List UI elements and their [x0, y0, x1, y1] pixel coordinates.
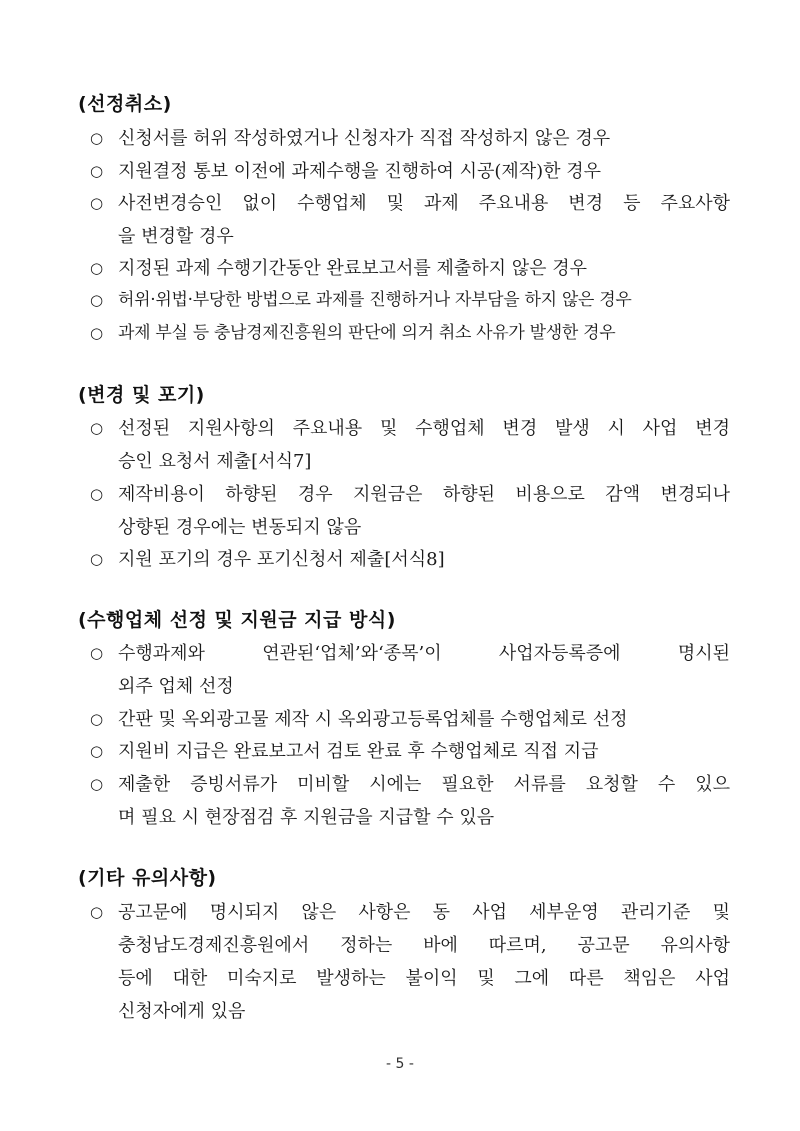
- item-text: 공고문에 명시되지 않은 사항은 동 사업 세부운영 관리기준 및: [118, 902, 730, 923]
- item-text: 제작비용이 하향된 경우 지원금은 하향된 비용으로 감액 변경되나: [118, 484, 730, 505]
- bullet-icon: ○: [90, 194, 104, 212]
- bullet-icon: ○: [90, 324, 103, 342]
- bullet-icon: ○: [90, 162, 104, 180]
- item-text: 지원비 지급은 완료보고서 검토 완료 후 수행업체로 직접 지급: [118, 741, 599, 762]
- bullet-icon: ○: [90, 419, 104, 437]
- item-text: 신청자에게 있음: [118, 1001, 246, 1022]
- item-text: 제출한 증빙서류가 미비할 시에는 필요한 서류를 요청할 수 있으: [118, 774, 730, 795]
- item-text: 신청서를 허위 작성하였거나 신청자가 직접 작성하지 않은 경우: [118, 128, 611, 149]
- item-text: 지정된 과제 수행기간동안 완료보고서를 제출하지 않은 경우: [118, 258, 588, 279]
- page-number: - 5 -: [386, 1056, 414, 1072]
- item-text: 선정된 지원사항의 주요내용 및 수행업체 변경 발생 시 사업 변경: [118, 418, 730, 439]
- bullet-icon: ○: [90, 710, 104, 728]
- bullet-icon: ○: [90, 903, 104, 921]
- item-text: 충청남도경제진흥원에서 정하는 바에 따르며, 공고문 유의사항: [118, 935, 730, 956]
- item-text: 지원 포기의 경우 포기신청서 제출[서식8]: [118, 549, 445, 570]
- bullet-icon: ○: [90, 485, 104, 503]
- section-heading-change-and-withdrawal: (변경 및 포기): [78, 384, 205, 406]
- item-text: 수행과제와 연관된‘업체’와‘종목’이 사업자등록증에 명시된: [118, 643, 730, 664]
- item-text: 승인 요청서 제출[서식7]: [118, 451, 312, 472]
- item-text: 허위·위법·부당한 방법으로 과제를 진행하거나 자부담을 하지 않은 경우: [118, 290, 632, 310]
- item-text: 을 변경할 경우: [118, 226, 234, 247]
- section-heading-cancellation: (선정취소): [78, 93, 172, 115]
- bullet-icon: ○: [90, 775, 104, 793]
- item-text: 며 필요 시 현장점검 후 지원금을 지급할 수 있음: [118, 807, 495, 828]
- bullet-icon: ○: [90, 742, 104, 760]
- item-text: 사전변경승인 없이 수행업체 및 과제 주요내용 변경 등 주요사항: [118, 193, 730, 214]
- item-text: 등에 대한 미숙지로 발생하는 불이익 및 그에 따른 책임은 사업: [118, 968, 730, 989]
- bullet-icon: ○: [90, 129, 104, 147]
- section-heading-other-notes: (기타 유의사항): [78, 867, 217, 889]
- item-text: 상향된 경우에는 변동되지 않음: [118, 517, 362, 538]
- section-heading-contractor-and-payment: (수행업체 선정 및 지원금 지급 방식): [78, 609, 396, 631]
- bullet-icon: ○: [90, 550, 104, 568]
- bullet-icon: ○: [90, 291, 103, 309]
- item-text: 외주 업체 선정: [118, 676, 234, 697]
- item-text: 지원결정 통보 이전에 과제수행을 진행하여 시공(제작)한 경우: [118, 161, 602, 182]
- item-text: 간판 및 옥외광고물 제작 시 옥외광고등록업체를 수행업체로 선정: [118, 709, 628, 730]
- item-text: 과제 부실 등 충남경제진흥원의 판단에 의거 취소 사유가 발생한 경우: [118, 323, 616, 343]
- bullet-icon: ○: [90, 259, 104, 277]
- bullet-icon: ○: [90, 644, 104, 662]
